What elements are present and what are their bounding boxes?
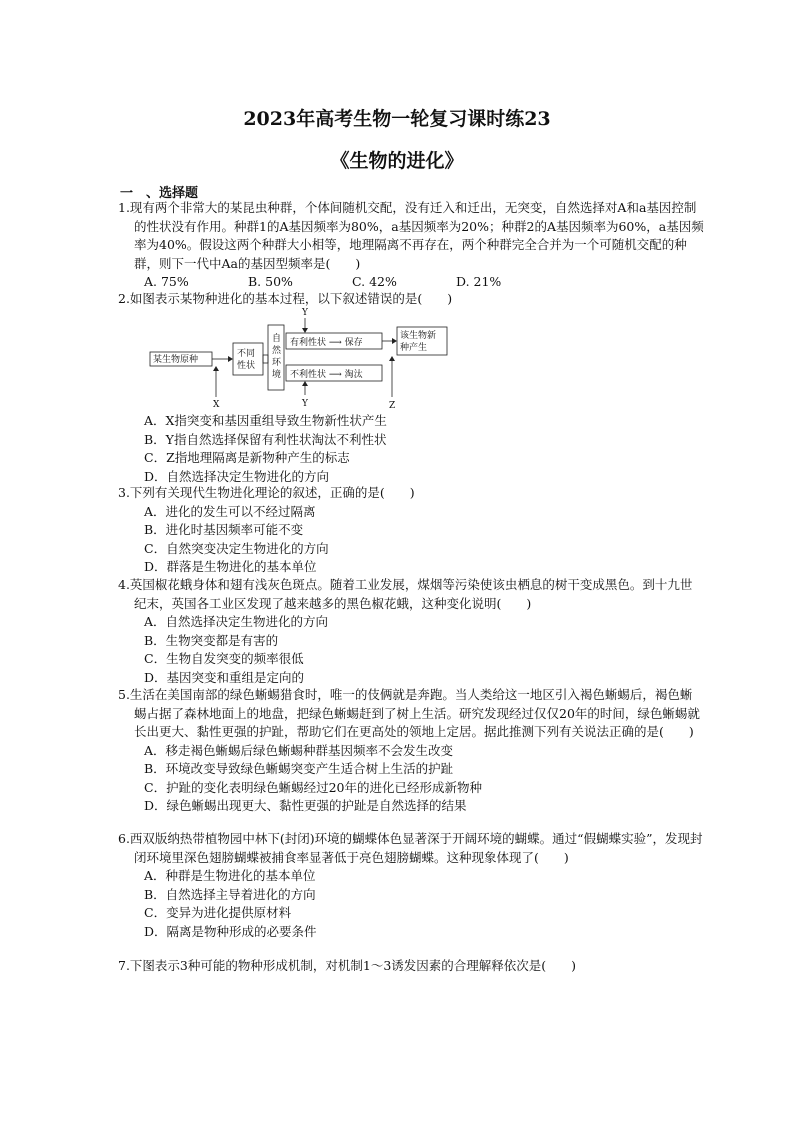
question-4	[118, 576, 704, 687]
question-stem: 4.英国椒花蛾身体和翅有浅灰色斑点。随着工业发展，煤烟等污染使该虫栖息的树干变成黑色。到十九世纪末，英国各工业区发现了越来越多的黑色椒花蛾，这种变化说明( )	[118, 577, 693, 611]
question-5	[118, 686, 704, 816]
env-char-3: 环	[272, 358, 282, 368]
new-species-label-1: 该生物新	[400, 331, 437, 341]
options-row	[118, 273, 704, 292]
label-x: X	[213, 400, 220, 410]
unfavorable-label: 不利性状 ⟶ 淘汰	[290, 370, 363, 380]
traits-label-2: 性状	[237, 361, 256, 371]
question-6	[118, 830, 704, 941]
option-c: C. 42%	[352, 274, 397, 289]
question-stem: 6.西双版纳热带植物园中林下(封闭)环境的蝴蝶体色显著深于开阔环境的蝴蝶。通过“假蝴蝶实验”，发现封闭环境里深色翅膀蝴蝶被捕食率显著低于亮色翅膀蝴蝶。这种现象体现了( )	[118, 831, 703, 865]
env-char-1: 自	[272, 334, 282, 344]
question-2-options	[118, 412, 704, 486]
option-b: B. 50%	[248, 274, 293, 289]
label-z: Z	[389, 401, 396, 410]
option-d: D．基因突变和重组是定向的	[144, 669, 305, 685]
question-3	[118, 484, 704, 577]
option-b: B．自然选择主导着进化的方向	[144, 886, 316, 902]
section-heading: 一 、选择题	[120, 186, 199, 201]
question-stem: 1.现有两个非常大的某昆虫种群，个体间随机交配，没有迁入和迁出，无突变，自然选择对A和a基因控制的性状没有作用。种群1的A基因频率为80%，a基因频率为20%；种群2的A基因频率为60%，a基因频率为40%。假设这两个种群大小相等，地理隔离不再存在，两个种群完全合并为一个可随机交配的种群，则下一代中Aa的基因型频率是( )	[118, 200, 704, 271]
option-d: D. 21%	[456, 274, 502, 289]
page-subtitle: 《生物的进化》	[330, 150, 464, 172]
option-d: D．隔离是物种形成的必要条件	[144, 923, 317, 939]
option-b: B．Y指自然选择保留有利性状淘汰不利性状	[144, 431, 387, 447]
label-y-top: Y	[302, 308, 308, 318]
option-d: D．群落是生物进化的基本单位	[144, 559, 317, 574]
option-c: C．自然突变决定生物进化的方向	[144, 540, 329, 556]
origin-label: 某生物原种	[153, 355, 199, 365]
evolution-process-diagram	[148, 305, 458, 410]
env-char-4: 境	[272, 370, 282, 380]
option-c: C．生物自发突变的频率很低	[144, 651, 304, 666]
question-1	[118, 199, 704, 292]
label-y-bottom: Y	[302, 399, 308, 409]
option-a: A．种群是生物进化的基本单位	[144, 868, 316, 883]
option-b: B．生物突变都是有害的	[144, 632, 279, 648]
option-b: B．进化时基因频率可能不变	[144, 522, 304, 537]
question-stem: 3.下列有关现代生物进化理论的叙述，正确的是( )	[118, 485, 415, 500]
option-c: C．变异为进化提供原材料	[144, 905, 292, 920]
question-stem: 5.生活在美国南部的绿色蜥蜴猎食时，唯一的伎俩就是奔跑。当人类给这一地区引入褐色蜥蜴后，褐色蜥蜴占据了森林地面上的地盘，把绿色蜥蜴赶到了树上生活。研究发现经过仅仅20年的时间，绿色蜥蜴就长出更大、黏性更强的护趾，帮助它们在更高处的领地上定居。据此推测下列有关说法正确的是( )	[118, 687, 700, 739]
traits-label-1: 不同	[237, 349, 256, 359]
new-species-label-2: 种产生	[400, 343, 428, 353]
env-char-2: 然	[272, 346, 282, 356]
option-a: A. 75%	[144, 274, 189, 289]
option-b: B．环境改变导致绿色蜥蜴突变产生适合树上生活的护趾	[144, 761, 454, 776]
option-d: D．绿色蜥蜴出现更大、黏性更强的护趾是自然选择的结果	[144, 798, 467, 813]
option-c: C．护趾的变化表明绿色蜥蜴经过20年的进化已经形成新物种	[144, 779, 482, 795]
option-a: A．移走褐色蜥蜴后绿色蜥蜴种群基因频率不会发生改变	[144, 742, 454, 758]
option-d: D．自然选择决定生物进化的方向	[144, 468, 330, 484]
option-a: A．自然选择决定生物进化的方向	[144, 614, 329, 629]
option-a: A．X指突变和基因重组导致生物新性状产生	[144, 413, 387, 428]
option-a: A．进化的发生可以不经过隔离	[144, 503, 316, 519]
favorable-label: 有利性状 ⟶ 保存	[290, 338, 363, 348]
question-7	[118, 957, 704, 976]
question-stem: 2.如图表示某物种进化的基本过程，以下叙述错误的是( )	[118, 291, 453, 306]
question-stem: 7.下图表示3种可能的物种形成机制，对机制1～3诱发因素的合理解释依次是( )	[118, 958, 577, 973]
page-title: 2023年高考生物一轮复习课时练23	[243, 108, 551, 130]
option-c: C．Z指地理隔离是新物种产生的标志	[144, 450, 350, 465]
